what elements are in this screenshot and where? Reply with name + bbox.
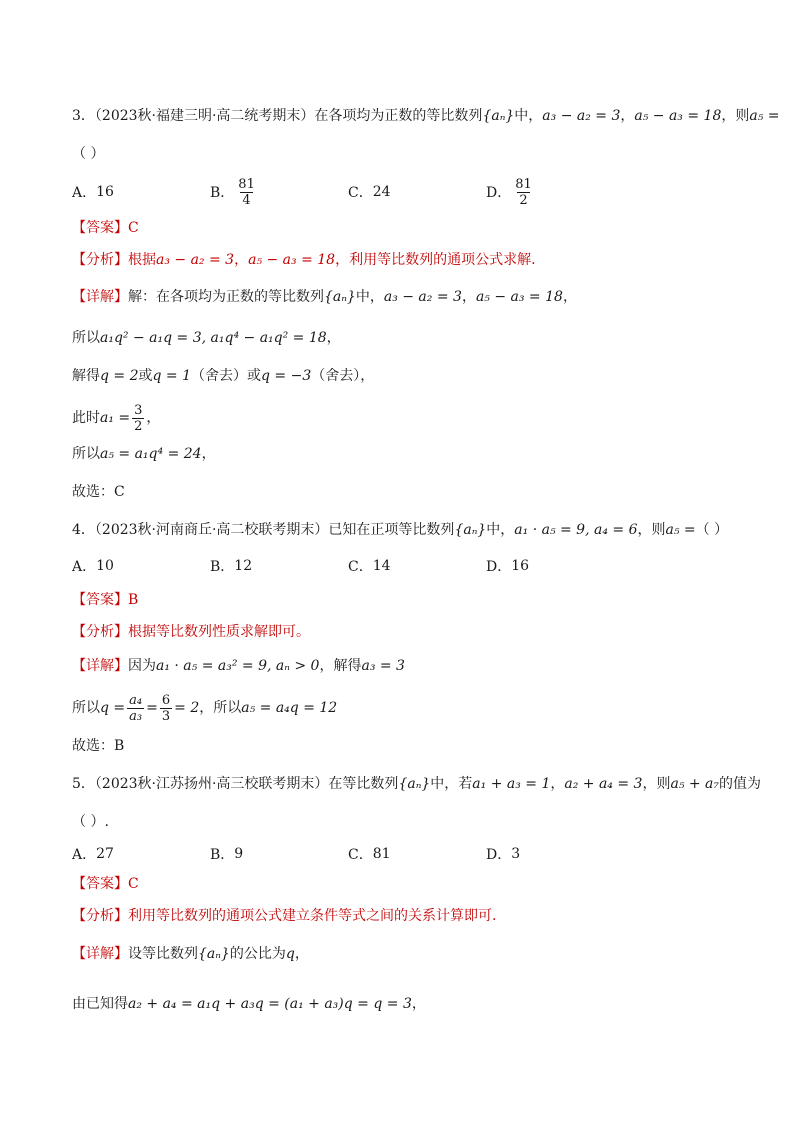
analysis-tag: 【分析】 (72, 252, 128, 268)
q4-step1 (72, 688, 337, 728)
analysis-cond2: a₅ − a₃ = 18 (248, 252, 336, 268)
q4-analysis (72, 622, 310, 642)
option-label: B． (210, 185, 235, 201)
fraction (160, 693, 172, 724)
step-lhs: a₁ = (100, 410, 131, 426)
q5-stem-text: 5．（2023秋·江苏扬州·高三校联考期末）在等比数列 (72, 776, 399, 792)
fraction-den: a₃ (129, 708, 143, 724)
option-label: A． (72, 185, 97, 201)
q3-paren: （ ） (72, 146, 105, 162)
q3-option-b (210, 172, 259, 212)
q3-stem-text3: ，则 (721, 108, 750, 124)
step-rhs: = 2 (174, 700, 200, 716)
q3-ask: a₅ = (749, 108, 780, 124)
step-text: 所以 (72, 330, 100, 346)
detail-text2: 中， (355, 289, 384, 305)
step-text: 所以 (72, 700, 100, 716)
q3-answer (72, 218, 139, 238)
step-eq3: q = −3 (261, 368, 312, 384)
option-label: B． (210, 559, 235, 575)
analysis-text2: ，利用等比数列的通项公式求解. (335, 252, 536, 268)
answer-tag: 【答案】 (72, 876, 128, 892)
q3-step2 (72, 366, 374, 386)
option-value: 9 (234, 846, 244, 862)
equals: = (146, 700, 158, 716)
step-eq2: q = 1 (152, 368, 191, 384)
sep: ， (234, 252, 249, 268)
detail-tag: 【详解】 (72, 946, 128, 962)
answer-tag: 【答案】 (72, 592, 128, 608)
q5-answer (72, 874, 139, 894)
answer-tag: 【答案】 (72, 220, 128, 236)
q4-stem (72, 520, 728, 540)
step-text: 解得 (72, 368, 100, 384)
option-value: 16 (511, 558, 530, 574)
fraction-den: 4 (242, 192, 251, 208)
q5-stem-text3: ，则 (642, 776, 671, 792)
option-label: B． (210, 847, 235, 863)
sep: ， (461, 289, 476, 305)
detail-q: q (285, 946, 295, 962)
step-eq: a₅ = a₄q = 12 (241, 700, 338, 716)
q3-stem-text: 3．（2023秋·福建三明·高二统考期末）在各项均为正数的等比数列 (72, 108, 483, 124)
detail-tag: 【详解】 (72, 289, 128, 305)
q5-option-b (210, 834, 243, 874)
option-value: 12 (234, 558, 253, 574)
q4-seq: {aₙ} (454, 522, 487, 538)
option-value: 10 (96, 558, 114, 574)
fraction-num: 3 (134, 402, 143, 418)
q5-cond1: a₁ + a₃ = 1 (472, 776, 551, 792)
detail-eq: a₁ · a₅ = a₃² = 9, aₙ > 0 (156, 658, 320, 674)
q3-analysis (72, 250, 536, 270)
q3-option-d (486, 172, 536, 212)
q4-options (72, 546, 732, 586)
answer-value: C (128, 876, 139, 892)
option-value: 16 (96, 184, 114, 200)
answer-value: B (128, 592, 139, 608)
option-label: D． (486, 847, 512, 863)
q3-stem-text2: 中， (514, 108, 543, 124)
q4-stem-text: 4．（2023秋·河南商丘·高二校联考期末）已知在正项等比数列 (72, 522, 455, 538)
step-text2: ，所以 (199, 700, 242, 716)
analysis-tag: 【分析】 (72, 908, 128, 924)
option-label: C． (348, 185, 373, 201)
fraction (127, 693, 144, 724)
q4-cond: a₁ · a₅ = 9, a₄ = 6 (514, 522, 638, 538)
q4-choose: 故选：B (72, 738, 125, 754)
q3-option-c (348, 172, 391, 212)
q5-stem-text4: 的值为 (719, 776, 762, 792)
q5-option-d (486, 834, 520, 874)
q5-option-a (72, 834, 114, 874)
fraction-num: 81 (515, 176, 532, 192)
q5-cond2: a₂ + a₄ = 3 (564, 776, 643, 792)
step-lhs: q = (100, 700, 126, 716)
option-value: 81 (372, 846, 391, 862)
detail-text2: ，解得 (319, 658, 362, 674)
q5-options (72, 834, 732, 874)
option-value: 24 (372, 184, 391, 200)
analysis-text: 根据 (128, 252, 156, 268)
q4-option-c (348, 546, 391, 586)
q3-detail (72, 287, 577, 307)
detail-text: 因为 (128, 658, 156, 674)
step-eq: a₁q² − a₁q = 3, a₁q⁴ − a₁q² = 18 (100, 330, 327, 346)
q4-answer (72, 590, 138, 610)
q3-step1 (72, 328, 341, 348)
q4-stem-text3: ，则 (637, 522, 666, 538)
option-label: C． (348, 559, 373, 575)
option-value: 27 (96, 846, 114, 862)
detail-text2: 的公比为 (229, 946, 286, 962)
q4-detail (72, 656, 405, 676)
analysis-cond1: a₃ − a₂ = 3 (156, 252, 235, 268)
fraction-den: 2 (519, 192, 528, 208)
step-eq: a₂ + a₄ = a₁q + a₃q = (a₁ + a₃)q = q = 3 (128, 996, 412, 1012)
detail-tag: 【详解】 (72, 658, 128, 674)
detail-cond1: a₃ − a₂ = 3 (383, 289, 462, 305)
q3-step3 (72, 398, 160, 438)
q5-sep: ， (550, 776, 565, 792)
option-label: A． (72, 559, 97, 575)
detail-cond2: a₅ − a₃ = 18 (475, 289, 563, 305)
q3-seq: {aₙ} (482, 108, 515, 124)
q3-step4 (72, 444, 216, 464)
step-text4: （舍去）， (311, 368, 375, 384)
q5-stem (72, 774, 761, 794)
option-label: D． (486, 185, 512, 201)
q4-option-d (486, 546, 529, 586)
q3-option-a (72, 172, 114, 212)
q4-stem-text2: 中， (486, 522, 515, 538)
fraction-den: 3 (161, 708, 171, 724)
fraction (513, 177, 534, 208)
fraction-num: a₄ (129, 692, 143, 708)
answer-value: C (128, 220, 139, 236)
analysis-text: 根据等比数列性质求解即可。 (128, 624, 310, 640)
step-text2: ， (146, 410, 161, 426)
q4-ask: a₅ = (665, 522, 696, 538)
step-text2: ， (201, 446, 216, 462)
step-text3: （舍去）或 (191, 368, 261, 384)
q5-analysis (72, 906, 496, 926)
option-label: C． (348, 847, 373, 863)
detail-text3: ， (562, 289, 577, 305)
q3-choose: 故选：C (72, 484, 125, 500)
q5-option-c (348, 834, 391, 874)
fraction-den: 2 (134, 418, 143, 434)
detail-text3: ， (294, 946, 309, 962)
analysis-tag: 【分析】 (72, 624, 128, 640)
step-text2: 或 (138, 368, 153, 384)
step-text: 所以 (72, 446, 100, 462)
q5-detail (72, 944, 309, 964)
fraction-num: 81 (238, 176, 255, 192)
detail-text: 设等比数列 (128, 946, 198, 962)
step-eq: a₅ = a₁q⁴ = 24 (100, 446, 202, 462)
step-eq1: q = 2 (100, 368, 139, 384)
q4-option-a (72, 546, 114, 586)
q5-paren: （ ）. (72, 814, 109, 830)
q5-stem-text2: 中，若 (430, 776, 473, 792)
step-text: 由已知得 (72, 996, 128, 1012)
q5-ask: a₅ + a₇ (670, 776, 720, 792)
option-value: 14 (372, 558, 391, 574)
step-text2: ， (411, 996, 426, 1012)
option-value: 3 (511, 846, 521, 862)
q5-seq: {aₙ} (398, 776, 431, 792)
q3-stem (72, 106, 780, 126)
q3-cond2: a₅ − a₃ = 18 (634, 108, 722, 124)
q5-step1 (72, 994, 426, 1014)
option-label: A． (72, 847, 97, 863)
analysis-text: 利用等比数列的通项公式建立条件等式之间的关系计算即可. (128, 908, 497, 924)
detail-seq: {aₙ} (324, 289, 356, 305)
q3-options (72, 172, 732, 212)
option-label: D． (486, 559, 512, 575)
fraction (132, 403, 144, 434)
q3-sep: ， (620, 108, 635, 124)
detail-eq2: a₃ = 3 (361, 658, 405, 674)
fraction-num: 6 (161, 692, 171, 708)
step-text2: ， (326, 330, 341, 346)
q4-option-b (210, 546, 252, 586)
step-text: 此时 (72, 410, 100, 426)
q3-cond1: a₃ − a₂ = 3 (542, 108, 621, 124)
q4-paren: （ ） (695, 522, 729, 538)
detail-seq: {aₙ} (198, 946, 230, 962)
detail-text: 解：在各项均为正数的等比数列 (128, 289, 324, 305)
fraction (236, 177, 257, 208)
